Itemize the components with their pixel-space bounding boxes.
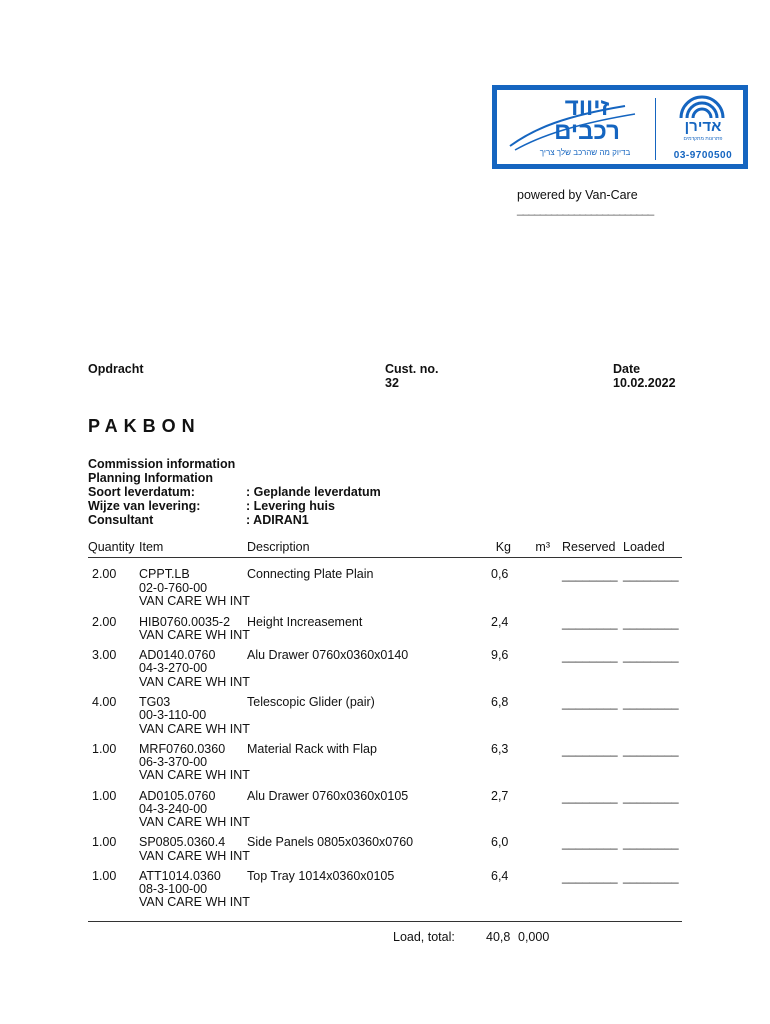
cust-no-label: Cust. no. — [385, 362, 439, 376]
header-quantity: Quantity — [88, 540, 135, 554]
row-reserved-field: ________ — [562, 743, 618, 757]
row-item: AD0140.0760 — [139, 648, 216, 662]
row-item-location: VAN CARE WH INT — [139, 594, 250, 608]
logo-brand-sub: פתרונות מתקדמים — [683, 136, 723, 142]
header-description: Description — [247, 540, 310, 554]
row-quantity: 2.00 — [92, 567, 117, 581]
row-description: Alu Drawer 0760x0360x0105 — [247, 789, 409, 803]
row-description: Material Rack with Flap — [247, 742, 377, 756]
row-quantity: 1.00 — [92, 869, 117, 883]
row-item-code: 06-3-370-00 — [139, 755, 208, 769]
wijze-levering-value: : Levering huis — [246, 499, 335, 513]
page-title: PAKBON — [88, 416, 201, 436]
brand-arcs-icon — [677, 94, 727, 120]
row-item-location: VAN CARE WH INT — [139, 675, 250, 689]
row-description: Telescopic Glider (pair) — [247, 695, 375, 709]
consultant-value: : ADIRAN1 — [246, 513, 309, 527]
row-item-code: 02-0-760-00 — [139, 581, 208, 595]
row-item-location: VAN CARE WH INT — [139, 722, 250, 736]
load-total-m3: 0,000 — [518, 930, 550, 944]
row-item-code: 08-3-100-00 — [139, 882, 208, 896]
row-kg: 6,8 — [491, 695, 509, 709]
row-description: Height Increasement — [247, 615, 363, 629]
logo-car-title-line-2: רכבים — [554, 118, 620, 145]
logo-car-title — [523, 96, 651, 144]
load-total-kg: 40,8 — [486, 930, 511, 944]
row-reserved-field: ________ — [562, 836, 618, 850]
row-kg: 9,6 — [491, 648, 509, 662]
logo-phone: 03-9700500 — [673, 150, 733, 161]
cust-no-value: 32 — [385, 376, 399, 390]
powered-by-text: powered by Van-Care — [517, 188, 638, 202]
row-kg: 2,4 — [491, 615, 509, 629]
row-kg: 0,6 — [491, 567, 509, 581]
row-quantity: 1.00 — [92, 742, 117, 756]
row-quantity: 4.00 — [92, 695, 117, 709]
row-item: MRF0760.0360 — [139, 742, 226, 756]
row-reserved-field: ________ — [562, 696, 618, 710]
row-item: CPPT.LB — [139, 567, 190, 581]
row-quantity: 1.00 — [92, 835, 117, 849]
logo-divider — [655, 98, 656, 160]
row-item-location: VAN CARE WH INT — [139, 628, 250, 642]
row-item: HIB0760.0035-2 — [139, 615, 231, 629]
row-loaded-field: ________ — [623, 616, 679, 630]
consultant-label: Consultant — [88, 513, 154, 527]
row-reserved-field: ________ — [562, 790, 618, 804]
load-total-label: Load, total: — [393, 930, 455, 944]
header-divider — [88, 557, 682, 558]
header-m3: m³ — [535, 540, 550, 554]
row-item-location: VAN CARE WH INT — [139, 849, 250, 863]
row-item: SP0805.0360.4 — [139, 835, 226, 849]
planning-info-label: Planning Information — [88, 471, 213, 485]
soort-leverdatum-value: : Geplande leverdatum — [246, 485, 381, 499]
header-reserved: Reserved — [562, 540, 616, 554]
row-item: AD0105.0760 — [139, 789, 216, 803]
row-loaded-field: ________ — [623, 743, 679, 757]
company-logo — [492, 85, 748, 169]
date-label: Date — [613, 362, 641, 376]
row-item-location: VAN CARE WH INT — [139, 768, 250, 782]
wijze-levering-label: Wijze van levering: — [88, 499, 201, 513]
footer-divider — [88, 921, 682, 922]
header-item: Item — [139, 540, 164, 554]
row-loaded-field: ________ — [623, 870, 679, 884]
row-quantity: 3.00 — [92, 648, 117, 662]
row-reserved-field: ________ — [562, 649, 618, 663]
row-reserved-field: ________ — [562, 870, 618, 884]
row-item: TG03 — [139, 695, 171, 709]
row-loaded-field: ________ — [623, 696, 679, 710]
row-loaded-field: ________ — [623, 790, 679, 804]
row-item-code: 04-3-270-00 — [139, 661, 208, 675]
logo-car-title-line-1: זיווד — [564, 94, 610, 121]
row-description: Connecting Plate Plain — [247, 567, 374, 581]
row-reserved-field: ________ — [562, 568, 618, 582]
header-loaded: Loaded — [623, 540, 665, 554]
row-item-location: VAN CARE WH INT — [139, 815, 250, 829]
date-value: 10.02.2022 — [613, 376, 676, 390]
row-loaded-field: ________ — [623, 836, 679, 850]
row-kg: 6,0 — [491, 835, 509, 849]
opdracht-label: Opdracht — [88, 362, 144, 376]
row-description: Alu Drawer 0760x0360x0140 — [247, 648, 409, 662]
row-loaded-field: ________ — [623, 649, 679, 663]
powered-by-underline: ________________________ — [517, 202, 654, 216]
row-reserved-field: ________ — [562, 616, 618, 630]
row-description: Top Tray 1014x0360x0105 — [247, 869, 395, 883]
commission-info-label: Commission information — [88, 457, 236, 471]
row-item-code: 00-3-110-00 — [139, 708, 207, 722]
logo-car-slogan: בדיוק מה שהרכב שלך צריך — [539, 148, 631, 157]
row-item: ATT1014.0360 — [139, 869, 221, 883]
row-item-code: 04-3-240-00 — [139, 802, 208, 816]
row-kg: 6,3 — [491, 742, 509, 756]
row-quantity: 1.00 — [92, 789, 117, 803]
row-kg: 2,7 — [491, 789, 509, 803]
row-item-location: VAN CARE WH INT — [139, 895, 250, 909]
row-quantity: 2.00 — [92, 615, 117, 629]
row-loaded-field: ________ — [623, 568, 679, 582]
row-description: Side Panels 0805x0360x0760 — [247, 835, 414, 849]
header-kg: Kg — [495, 540, 511, 554]
soort-leverdatum-label: Soort leverdatum: — [88, 485, 195, 499]
logo-brand-name: אדירן — [684, 118, 722, 135]
row-kg: 6,4 — [491, 869, 509, 883]
